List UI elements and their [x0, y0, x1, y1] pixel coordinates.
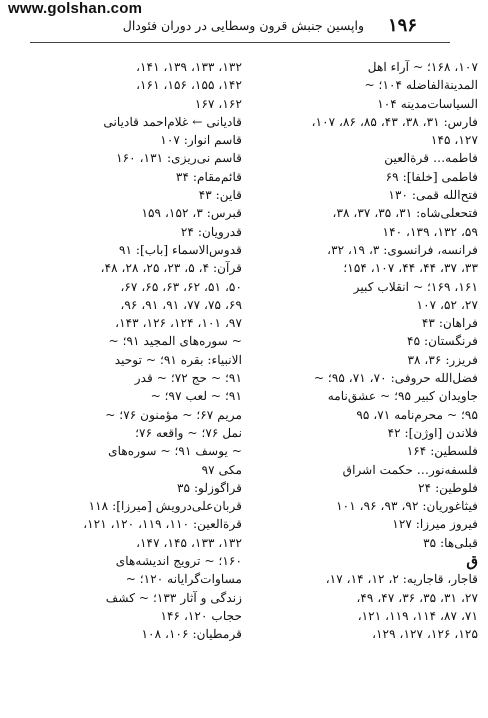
index-line: الانبیاء: بقره ۹۱؛ ~ توحید [114, 352, 242, 367]
index-line: ۶۹، ۷۵، ۷۷، ۹۱، ۹۱، ۹۶، [120, 297, 242, 312]
index-line: نمل ۷۶؛ ~ واقعه ۷۶؛ [135, 425, 242, 440]
index-line: فارس: ۳۱، ۳۸، ۴۳، ۸۵، ۸۶، ۱۰۷، [311, 114, 478, 129]
index-line: مریم ۶۷؛ ~ مؤمنون ۷۶؛ ~ [105, 407, 242, 422]
index-line: فضل‌الله حروفی: ۷۰، ۷۱، ۹۵؛ ~ [313, 371, 478, 386]
index-line: ۱۶۰؛ ~ ترویج اندیشه‌های [115, 554, 242, 569]
index-line: ۹۱؛ ~ لعب ۹۷؛ ~ [150, 389, 242, 404]
index-line: قبرس: ۳، ۱۵۲، ۱۵۹ [141, 206, 242, 221]
index-line: ۲۷، ۳۱، ۳۵، ۳۶، ۴۷، ۴۹، [356, 590, 478, 605]
index-line: فراهان: ۴۳ [421, 316, 478, 331]
index-line: قاین: ۴۳ [198, 188, 242, 203]
index-line: ۵۰، ۵۱، ۶۲، ۶۳، ۶۵، ۶۷، [120, 279, 242, 294]
index-line: فتحعلی‌شاه: ۳۱، ۳۵، ۳۷، ۳۸، [332, 206, 478, 221]
index-column-right [242, 58, 478, 644]
index-line: قرمطیان: ۱۰۶، ۱۰۸ [141, 627, 242, 642]
index-column-left [18, 58, 242, 644]
index-line: فلوطین: ۲۴ [418, 480, 478, 495]
index-line: حجاب ۱۲۰، ۱۴۶ [160, 608, 242, 623]
index-line: قاسم انوار: ۱۰۷ [160, 133, 242, 148]
site-url: www.golshan.com [8, 0, 143, 17]
index-line: ۱۶۲، ۱۶۷ [194, 96, 242, 111]
index-line: فلسفه‌نور… حکمت اشراق [342, 462, 478, 477]
index-line: قربان‌علی‌درویش [میرزا]: ۱۱۸ [88, 499, 242, 514]
index-line: قائم‌مقام: ۳۴ [175, 169, 242, 184]
index-line: فتح‌الله قمی: ۱۳۰ [388, 188, 478, 203]
index-line: المدینةالفاضله ۱۰۴؛ ~ [364, 78, 478, 93]
index-line: ۱۲۷، ۱۴۵ [430, 133, 478, 148]
index-line: فلسطین: ۱۶۴ [406, 444, 478, 459]
index-line: قدرویان: ۲۴ [180, 224, 242, 239]
index-line: قدوس‌الاسماء [باب]: ۹۱ [118, 242, 242, 257]
index-line: ~ یوسف ۹۱؛ ~ سوره‌های [108, 444, 242, 459]
index-line: فاطمه… قرة‌العین [384, 151, 478, 166]
index-line: قرةالعین: ۱۱۰، ۱۱۹، ۱۲۰، ۱۲۱، [83, 517, 242, 532]
index-line: مساوات‌گرایانه ۱۲۰؛ ~ [125, 572, 242, 587]
index-line: ۱۶۱، ۱۶۹؛ ~ انقلاب کبیر [353, 279, 478, 294]
index-line: جاویدان کبیر ۹۵؛ ~ عشق‌نامه [327, 389, 478, 404]
index-line: ۵۹، ۱۳۲، ۱۳۹، ۱۴۰ [382, 224, 478, 239]
index-line: زندگی و آثار ۱۳۳؛ ~ کشف [105, 590, 242, 605]
index-line: فریزر: ۳۶، ۳۸ [407, 352, 478, 367]
index-line: قاسم نی‌ریزی: ۱۳۱، ۱۶۰ [116, 151, 242, 166]
index-line: فاطمی [خلفا]: ۶۹ [385, 169, 478, 184]
index-line: ۲۷، ۵۲، ۱۰۷ [416, 297, 478, 312]
index-line: قرآن: ۴، ۵، ۲۳، ۲۵، ۲۸، ۴۸، [100, 261, 242, 276]
index-line: فیروز میرزا: ۱۲۷ [392, 517, 478, 532]
index-line: قادیانی ← غلام‌احمد قادیانی [103, 114, 242, 129]
index-line: فرانسه، فرانسوی: ۳، ۱۹، ۳۲، [327, 242, 478, 257]
index-line: فرنگستان: ۴۵ [407, 334, 478, 349]
running-title: واپسین جنبش قرون وسطایی در دوران فئودال [122, 18, 364, 33]
index-line: ۹۷، ۱۰۱، ۱۲۴، ۱۲۶، ۱۴۳، [115, 316, 242, 331]
index-line: ۳۳، ۳۷، ۴۴، ۴۴، ۱۰۷، ۱۵۴؛ [343, 261, 478, 276]
index-line: مکی ۹۷ [201, 462, 242, 477]
index-line: ۱۳۲، ۱۳۳، ۱۳۹، ۱۴۱، [136, 60, 242, 74]
index-line: السیاسات‌مدینه ۱۰۴ [377, 96, 478, 111]
index-line: ~ سوره‌های المجید ۹۱؛ ~ [108, 334, 242, 349]
index-line: ۱۳۲، ۱۳۳، ۱۴۵، ۱۴۷، [136, 535, 242, 550]
index-line: ۷۱، ۸۷، ۱۱۴، ۱۱۹، ۱۲۱، [357, 608, 478, 623]
index-line: قراگوزلو: ۳۵ [176, 480, 242, 495]
index-line: قاجار، قاجاریه: ۲، ۱۲، ۱۴، ۱۷، [325, 572, 478, 587]
index-line: ۱۰۷، ۱۶۸؛ ~ آراء اهل [367, 60, 478, 74]
index-line: ۱۲۵، ۱۲۶، ۱۲۷، ۱۲۹، [372, 627, 478, 642]
section-letter: ق [466, 552, 478, 571]
index-line: فلاندن [اوژن]: ۴۲ [387, 425, 478, 440]
index-line: ۱۴۲، ۱۵۵، ۱۵۶، ۱۶۱، [136, 78, 242, 93]
index-line: ۹۱؛ ~ حج ۷۲؛ ~ قدر [134, 371, 242, 386]
page-number: ۱۹۶ [388, 15, 418, 36]
index-line: قبلی‌ها: ۳۵ [423, 535, 478, 550]
index-line: ۹۵؛ ~ محرم‌نامه ۷۱، ۹۵ [356, 407, 478, 422]
index-line: فیثاغوریان: ۹۲، ۹۳، ۹۶، ۱۰۱ [336, 499, 478, 514]
header-rule [30, 42, 450, 43]
